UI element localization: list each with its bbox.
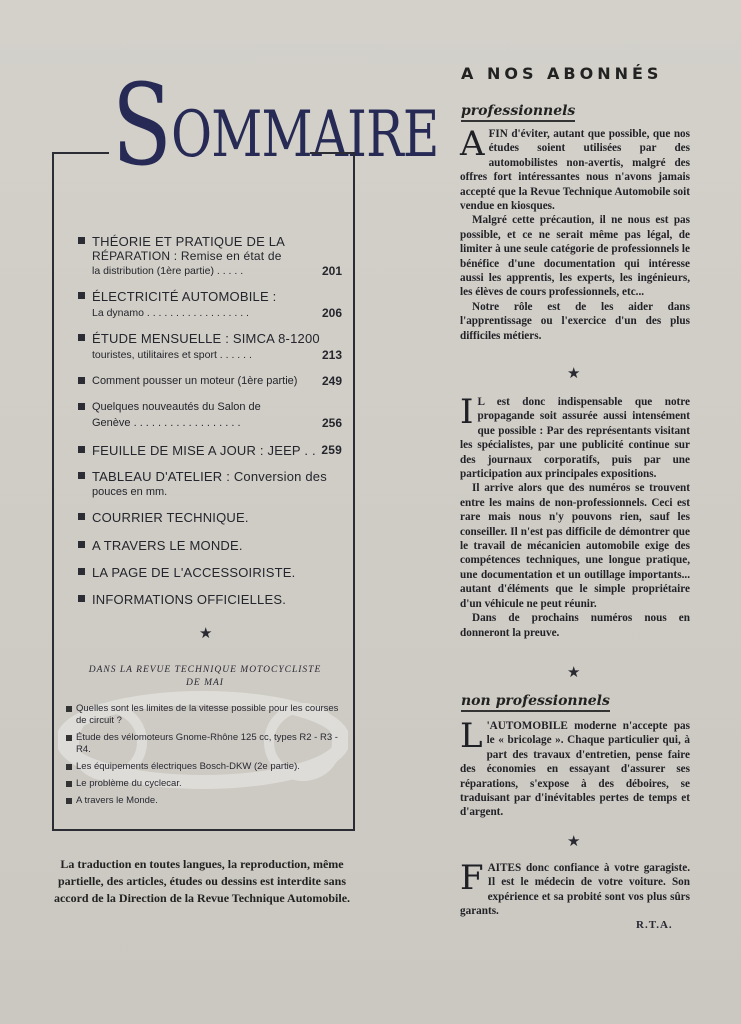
toc-subline: Genève . . . . . . . . . . . . . . . . . . bbox=[92, 417, 241, 429]
sommaire-title: SOMMAIRE bbox=[112, 61, 439, 191]
toc-entry bbox=[78, 592, 350, 607]
paragraph: Malgré cette précaution, il ne nous est pas possible, et ce ne serait même pas légal, de limiter à une seule catégorie de professionnels le bénéfice d'une documentation qui intéresse aussi les apprentis, les experts, les ingénieurs, les élèves de cours professionnels, etc... bbox=[460, 214, 690, 299]
paragraph: Notre rôle est de les aider dans l'apprentissage ou l'exercice d'un des plus difficiles métiers. bbox=[460, 300, 690, 342]
paragraph: 'AUTOMOBILE moderne n'accepte pas le « bricolage ». Chaque particulier qui, à part des travaux d'entretien, pense faire des économies en essayant d'assurer ses réparations, s'expose à des déboires, se traduisant par d'inévitables pertes de temps et d'argent. bbox=[460, 720, 690, 819]
toc-subline: la distribution (1ère partie) . . . . . bbox=[92, 265, 244, 277]
toc-heading: ÉLECTRICITÉ AUTOMOBILE : bbox=[92, 289, 277, 304]
toc-page-number: 213 bbox=[321, 348, 342, 362]
toc-entry bbox=[78, 331, 350, 363]
toc-heading: Comment pousser un moteur (1ère partie) bbox=[92, 375, 298, 387]
toc-entry bbox=[78, 234, 350, 279]
toc-heading: LA PAGE DE L'ACCESSOIRISTE. bbox=[92, 565, 296, 580]
toc-subline: RÉPARATION : Remise en état de bbox=[92, 249, 282, 263]
toc-page-number: 249 bbox=[321, 374, 342, 388]
article-block-2 bbox=[460, 392, 690, 640]
drop-cap: I bbox=[460, 392, 474, 432]
toc-subline: pouces en mm. bbox=[92, 486, 168, 498]
moto-box bbox=[66, 662, 344, 807]
article-block-3 bbox=[460, 716, 690, 820]
toc-entry bbox=[78, 289, 350, 321]
toc-entry bbox=[78, 469, 350, 500]
toc-entry bbox=[78, 510, 350, 525]
drop-cap: L bbox=[460, 716, 483, 756]
star-divider-icon: ★ bbox=[567, 832, 581, 850]
star-divider-icon: ★ bbox=[199, 624, 213, 642]
toc-heading: FEUILLE DE MISE A JOUR : JEEP . . bbox=[92, 443, 316, 458]
abonnes-title: A NOS ABONNÉS bbox=[461, 64, 663, 83]
toc-entry bbox=[78, 565, 350, 580]
drop-cap: F bbox=[460, 858, 484, 898]
toc-page-number: 259 bbox=[321, 443, 342, 457]
paragraph: Dans de prochains numéros nous en donneront la preuve. bbox=[460, 612, 690, 639]
star-divider-icon: ★ bbox=[567, 663, 581, 681]
toc-heading: INFORMATIONS OFFICIELLES. bbox=[92, 592, 287, 607]
toc-entry bbox=[78, 374, 350, 389]
article-block-1 bbox=[460, 124, 690, 343]
paragraph: Il arrive alors que des numéros se trouvent entre les mains de non-professionnels. Ceci est rare mais nous n'y pouvons rien, sauf les conseiller. Il n'est pas difficile de démontrer que le travail de mécanicien automobile exige des compétences techniques, une longue pratique, une documentation et un outillage importants... autant d'éléments que le simple propriétaire d'un véhicule ne peut réunir. bbox=[460, 482, 690, 610]
moto-title-month: DE MAI bbox=[186, 678, 224, 688]
paragraph: L est donc indispensable que notre propagande soit assurée aussi intensément que possible : Par des représentants visitant les spécialistes, par une publicité continue sur des journaux corporatifs, puis par une participation aux principales expositions. bbox=[460, 396, 690, 481]
toc-entry bbox=[78, 400, 350, 431]
paragraph: FIN d'éviter, autant que possible, que nos études soient utilisées par des automobilistes non-avertis, malgré des offres fort intéressantes nous n'avons jamais accepté que la Revue Technique Automobile soit vendue en kiosques. bbox=[460, 128, 690, 213]
toc-entry bbox=[78, 538, 350, 553]
toc-heading: THÉORIE ET PRATIQUE DE LA bbox=[92, 234, 286, 249]
signature: R.T.A. bbox=[636, 919, 673, 931]
toc-heading: TABLEAU D'ATELIER : Conversion des bbox=[92, 469, 327, 484]
toc-entry bbox=[78, 443, 350, 458]
toc-heading: ÉTUDE MENSUELLE : SIMCA 8-1200 bbox=[92, 331, 320, 346]
moto-item: Quelles sont les limites de la vitesse possible pour les courses de circuit ? bbox=[66, 703, 344, 727]
toc-heading: Quelques nouveautés du Salon de bbox=[92, 401, 261, 413]
paragraph: AITES donc confiance à votre garagiste. Il est le médecin de votre voiture. Son expérience et sa probité sont vos plus sûrs garants. bbox=[460, 862, 690, 918]
section-heading-professionnels: professionnels bbox=[461, 103, 575, 122]
toc-subline: touristes, utilitaires et sport . . . . . . bbox=[92, 349, 252, 361]
section-heading-non-professionnels: non professionnels bbox=[461, 693, 610, 712]
moto-title: DANS LA REVUE TECHNIQUE MOTOCYCLISTE bbox=[88, 665, 322, 675]
article-block-4 bbox=[460, 858, 690, 919]
toc-subline: La dynamo . . . . . . . . . . . . . . . . . . bbox=[92, 307, 249, 319]
toc-heading: A TRAVERS LE MONDE. bbox=[92, 538, 243, 553]
moto-item: Les équipements électriques Bosch-DKW (2e partie). bbox=[66, 761, 344, 773]
copyright-notice: La traduction en toutes langues, la reproduction, même partielle, des articles, études ou dessins est interdite sans accord de la Direction de la Revue Technique Automobile. bbox=[53, 857, 351, 905]
moto-item: Étude des vélomoteurs Gnome-Rhône 125 cc, types R2 - R3 - R4. bbox=[66, 732, 344, 756]
star-divider-icon: ★ bbox=[567, 364, 581, 382]
drop-cap: A bbox=[460, 124, 485, 164]
toc-page-number: 201 bbox=[321, 264, 342, 278]
moto-item: A travers le Monde. bbox=[66, 795, 344, 807]
toc-heading: COURRIER TECHNIQUE. bbox=[92, 510, 249, 525]
moto-item: Le problème du cyclecar. bbox=[66, 778, 344, 790]
toc-page-number: 206 bbox=[321, 306, 342, 320]
toc-page-number: 256 bbox=[321, 416, 342, 430]
